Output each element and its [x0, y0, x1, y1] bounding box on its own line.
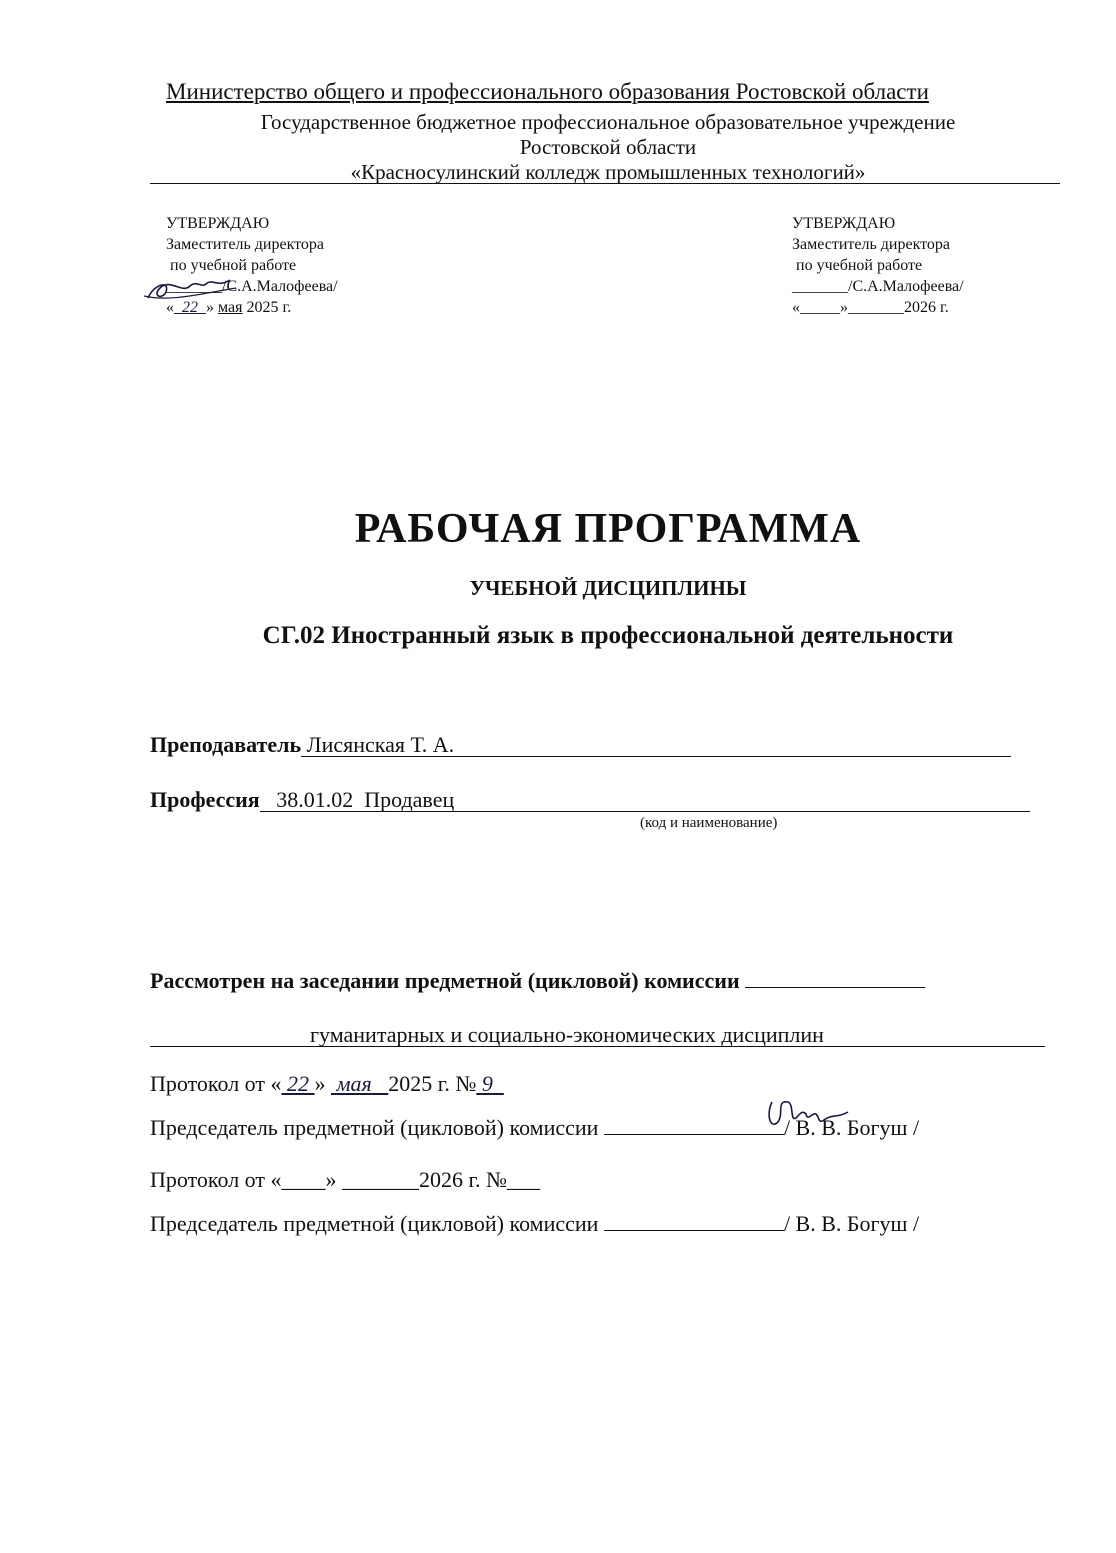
profession-label: Профессия [150, 787, 260, 812]
chair-label-1: Председатель предметной (цикловой) комиссии [150, 1115, 599, 1140]
chair-line-2 [150, 1210, 919, 1237]
institution-line-2: Ростовской области [519, 135, 697, 159]
teacher-field [150, 732, 1045, 758]
profession-caption: (код и наименование) [640, 815, 778, 831]
chair-label-2: Председатель предметной (цикловой) комиссии [150, 1211, 599, 1236]
ministry-name: Министерство общего и профессионального образования Ростовской области [166, 79, 929, 104]
protocol-1-month: мая [336, 1071, 372, 1096]
approval-left-name: _______/С.А.Малофеева/ [166, 278, 338, 295]
protocol-1-day: 22 [287, 1071, 310, 1096]
date-close-quote: » [206, 299, 214, 316]
document-title: РАБОЧАЯ ПРОГРАММА [354, 506, 862, 552]
commission-blank [745, 967, 925, 988]
commission-reviewed [150, 967, 1060, 994]
date-day: 22 [182, 299, 198, 316]
protocol-1-year: 2025 г. № [388, 1071, 477, 1096]
chair-signature-blank-2 [604, 1210, 784, 1231]
document-subtitle: УЧЕБНОЙ ДИСЦИПЛИНЫ [469, 576, 747, 600]
approval-right-title: УТВЕРЖДАЮ [792, 215, 896, 232]
approval-left-position-1: Заместитель директора [166, 236, 325, 253]
teacher-value: Лисянская Т. А. [301, 734, 1011, 757]
approval-left-title: УТВЕРЖДАЮ [166, 215, 270, 232]
profession-field [150, 787, 1055, 813]
header-divider [150, 183, 1060, 184]
protocol-1-mid: » [314, 1071, 326, 1096]
approval-right-position-2: по учебной работе [792, 257, 923, 274]
chair-signature [762, 1092, 852, 1137]
teacher-label: Преподаватель [150, 732, 302, 757]
chair-signature-blank-1 [604, 1114, 784, 1135]
profession-value: 38.01.02 Продавец [260, 789, 1030, 812]
commission-name: гуманитарных и социально-экономических дисциплин [150, 1024, 1045, 1047]
discipline-name: СГ.02 Иностранный язык в профессиональной деятельности [262, 622, 954, 649]
director-signature [140, 266, 240, 306]
chair-name-1: / В. В. Богуш / [783, 1115, 920, 1140]
protocol-1 [150, 1071, 504, 1097]
date-open-quote: « [166, 299, 174, 316]
protocol-2: Протокол от «____» _______2026 г. №___ [150, 1167, 541, 1192]
commission-reviewed-label: Рассмотрен на заседании предметной (цикловой) комиссии [150, 968, 740, 993]
approval-right-date: «_____»_______2026 г. [792, 299, 949, 316]
institution-line-1: Государственное бюджетное профессиональное образовательное учреждение [260, 110, 956, 134]
approval-right [792, 213, 964, 318]
chair-name-2: / В. В. Богуш / [783, 1211, 920, 1236]
date-year: 2025 г. [242, 299, 292, 316]
protocol-1-prefix: Протокол от « [150, 1071, 282, 1096]
college-name: «Красносулинский колледж промышленных технологий» [350, 160, 866, 184]
approval-left-position-2: по учебной работе [166, 257, 297, 274]
date-month: мая [218, 299, 243, 316]
protocol-1-number: 9 [481, 1071, 493, 1096]
approval-right-name: _______/С.А.Малофеева/ [792, 278, 964, 295]
commission-name-line [150, 1022, 1045, 1048]
approval-right-position-1: Заместитель директора [792, 236, 951, 253]
